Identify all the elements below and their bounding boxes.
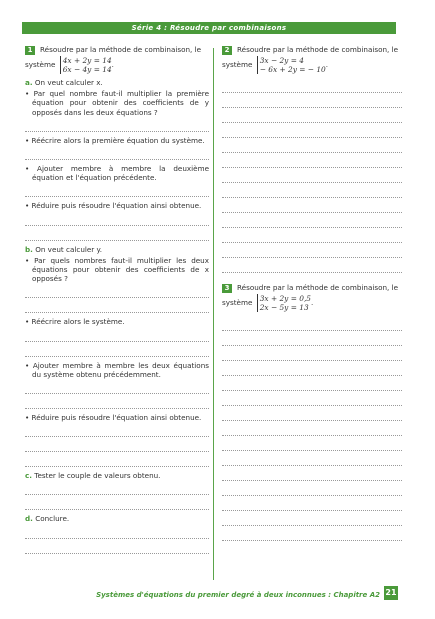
exercise-3-intro [222, 283, 402, 293]
answer-line[interactable] [25, 394, 209, 409]
exercise-3 [222, 283, 402, 541]
answer-line[interactable] [25, 327, 209, 342]
answer-line[interactable] [222, 376, 402, 391]
answer-line[interactable] [25, 342, 209, 357]
series-title: Série 4 : Résoudre par combinaisons [22, 22, 396, 34]
part-text: On veut calculer y. [35, 244, 103, 254]
part-text: On veut calculer x. [34, 78, 103, 87]
answer-line[interactable] [222, 168, 402, 183]
answer-line[interactable] [25, 480, 209, 495]
system-word: système [222, 298, 253, 307]
answer-line[interactable] [25, 524, 209, 539]
answer-line[interactable] [222, 511, 402, 526]
answer-line[interactable] [25, 182, 209, 197]
exercise-number: 2 [222, 46, 232, 55]
answer-line[interactable] [222, 123, 402, 138]
equation-2: 6x − 4y = 14 [62, 65, 112, 74]
answer-line[interactable] [222, 93, 402, 108]
answer-line[interactable] [25, 437, 209, 452]
answer-line[interactable] [222, 451, 402, 466]
part-label: c. [25, 471, 32, 481]
question-7: • Ajouter membre à membre les deux équations du système obtenu précédemment. [25, 360, 209, 379]
answer-line[interactable] [222, 258, 402, 273]
equation-system [60, 56, 112, 74]
answer-line[interactable] [222, 391, 402, 406]
equation-1: 4x + 2y = 14 [62, 56, 112, 65]
equation-1: 3x − 2y = 4 [259, 56, 304, 65]
answer-line[interactable] [222, 183, 402, 198]
part-label: d. [25, 514, 33, 524]
right-column [222, 45, 402, 541]
answer-area [222, 316, 402, 541]
answer-line[interactable] [222, 436, 402, 451]
equation-1: 3x + 2y = 0,5 [259, 294, 312, 303]
exercise-1-intro [25, 45, 209, 55]
page-number: 21 [384, 586, 398, 600]
answer-line[interactable] [222, 421, 402, 436]
question-8: • Réduire puis résoudre l'équation ainsi obtenue. [25, 413, 202, 423]
answer-line[interactable] [222, 331, 402, 346]
answer-line[interactable] [222, 153, 402, 168]
answer-line[interactable] [222, 78, 402, 93]
question-3: • Ajouter membre à membre la deuxième équation et l'équation précédente. [25, 164, 209, 183]
answer-line[interactable] [25, 539, 209, 554]
answer-line[interactable] [222, 108, 402, 123]
answer-line[interactable] [222, 346, 402, 361]
answer-line[interactable] [25, 495, 209, 510]
part-b [25, 245, 209, 254]
part-text: Tester le couple de valeurs obtenu. [34, 471, 161, 481]
answer-line[interactable] [222, 316, 402, 331]
part-label: a. [25, 78, 33, 87]
question-4: • Réduire puis résoudre l'équation ainsi obtenue. [25, 201, 202, 211]
answer-line[interactable] [222, 496, 402, 511]
exercise-intro-text: Résoudre par la méthode de combinaison, le [40, 45, 202, 54]
exercise-2 [222, 45, 402, 273]
answer-area [222, 78, 402, 273]
system-line: système 3x − 2y = 4 − 6x + 2y = − 10. [222, 56, 329, 74]
column-divider [213, 48, 214, 580]
equation-2: − 6x + 2y = − 10 [259, 65, 326, 74]
part-text: Conclure. [35, 514, 70, 524]
question-5: • Par quels nombres faut-il multiplier les deux équations pour obtenir des coefficients de x opposés ? [25, 255, 209, 284]
part-d [25, 514, 209, 523]
answer-line[interactable] [222, 228, 402, 243]
equation-2: 2x − 5y = 13 [259, 303, 309, 312]
answer-line[interactable] [25, 379, 209, 394]
answer-line[interactable] [222, 213, 402, 228]
answer-line[interactable] [25, 145, 209, 160]
answer-line[interactable] [222, 406, 402, 421]
exercise-intro-text: Résoudre par la méthode de combinaison, le [237, 45, 399, 54]
system-word: système [25, 60, 56, 69]
part-a [25, 78, 209, 87]
exercise-intro-text: Résoudre par la méthode de combinaison, le [237, 283, 399, 292]
answer-line[interactable] [222, 243, 402, 258]
answer-line[interactable] [25, 283, 209, 298]
answer-line[interactable] [25, 298, 209, 313]
question-2: • Réécrire alors la première équation du système. [25, 135, 205, 145]
equation-system [257, 294, 311, 312]
equation-system [257, 56, 326, 74]
answer-line[interactable] [25, 211, 209, 226]
system-line: système 3x + 2y = 0,5 2x − 5y = 13. [222, 294, 314, 312]
answer-line[interactable] [222, 466, 402, 481]
exercise-2-intro [222, 45, 402, 55]
answer-line[interactable] [222, 481, 402, 496]
part-c [25, 471, 209, 480]
part-label: b. [25, 244, 33, 254]
answer-line[interactable] [222, 361, 402, 376]
exercise-number: 1 [25, 46, 35, 55]
answer-line[interactable] [25, 422, 209, 437]
answer-line[interactable] [222, 138, 402, 153]
answer-line[interactable] [25, 452, 209, 467]
answer-line[interactable] [25, 117, 209, 132]
answer-line[interactable] [222, 526, 402, 541]
answer-line[interactable] [25, 226, 209, 241]
footer-chapter: Systèmes d'équations du premier degré à deux inconnues : Chapitre A2 [96, 591, 380, 599]
exercise-number: 3 [222, 284, 232, 293]
system-word: système [222, 60, 253, 69]
answer-line[interactable] [222, 198, 402, 213]
exercise-1 [25, 45, 209, 554]
question-6: • Réécrire alors le système. [25, 317, 125, 327]
question-1: • Par quel nombre faut-il multiplier la première équation pour obtenir des coefficients de y opposés dans les deux équations ? [25, 89, 209, 117]
system-line: système 4x + 2y = 14 6x − 4y = 14. [25, 56, 114, 74]
